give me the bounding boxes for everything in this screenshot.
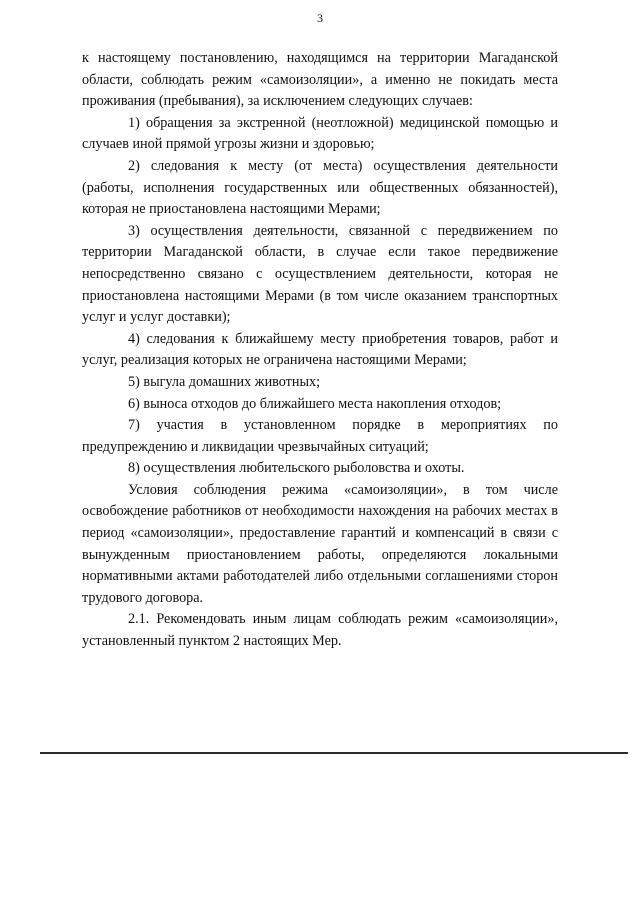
document-body xyxy=(82,48,558,653)
paragraph-continuation: к настоящему постановлению, находящимся на территории Магаданской области, соблюдать режим «самоизоляции», а именно не покидать места проживания (пребывания), за исключением следующих случаев: xyxy=(82,50,558,110)
list-item-3: 3) осуществления деятельности, связанной с передвижением по территории Магаданской области, в случае если такое передвижение непосредственно связано с осуществлением деятельности, которая не приостановлена настоящими Мерами (в том числе оказанием транспортных услуг и услуг доставки); xyxy=(82,222,558,326)
list-item-5: 5) выгула домашних животных; xyxy=(128,373,321,390)
list-item-6: 6) выноса отходов до ближайшего места накопления отходов; xyxy=(128,395,502,412)
footer-rule xyxy=(40,752,628,754)
list-item-4: 4) следования к ближайшему месту приобретения товаров, работ и услуг, реализация которых не ограничена настоящими Мерами; xyxy=(82,330,558,369)
recommendation-paragraph: 2.1. Рекомендовать иным лицам соблюдать режим «самоизоляции», установленный пунктом 2 настоящих Мер. xyxy=(82,611,558,650)
list-item-1: 1) обращения за экстренной (неотложной) медицинской помощью и случаев иной прямой угрозы жизни и здоровью; xyxy=(82,114,558,153)
conditions-paragraph: Условия соблюдения режима «самоизоляции», в том числе освобождение работников от необходимости нахождения на рабочих местах в период «самоизоляции», предоставление гарантий и компенсаций в связи с вынужденным приостановлением работы, определяются локальными нормативными актами работодателей либо отдельными соглашениями сторон трудового договора. xyxy=(82,481,558,606)
list-item-2: 2) следования к месту (от места) осуществления деятельности (работы, исполнения государственных или общественных обязанностей), которая не приостановлена настоящими Мерами; xyxy=(82,157,558,218)
list-item-8: 8) осуществления любительского рыболовства и охоты. xyxy=(128,460,465,477)
page-number: 3 xyxy=(317,11,323,25)
list-item-7: 7) участия в установленном порядке в мероприятиях по предупреждению и ликвидации чрезвычайных ситуаций; xyxy=(82,417,558,455)
